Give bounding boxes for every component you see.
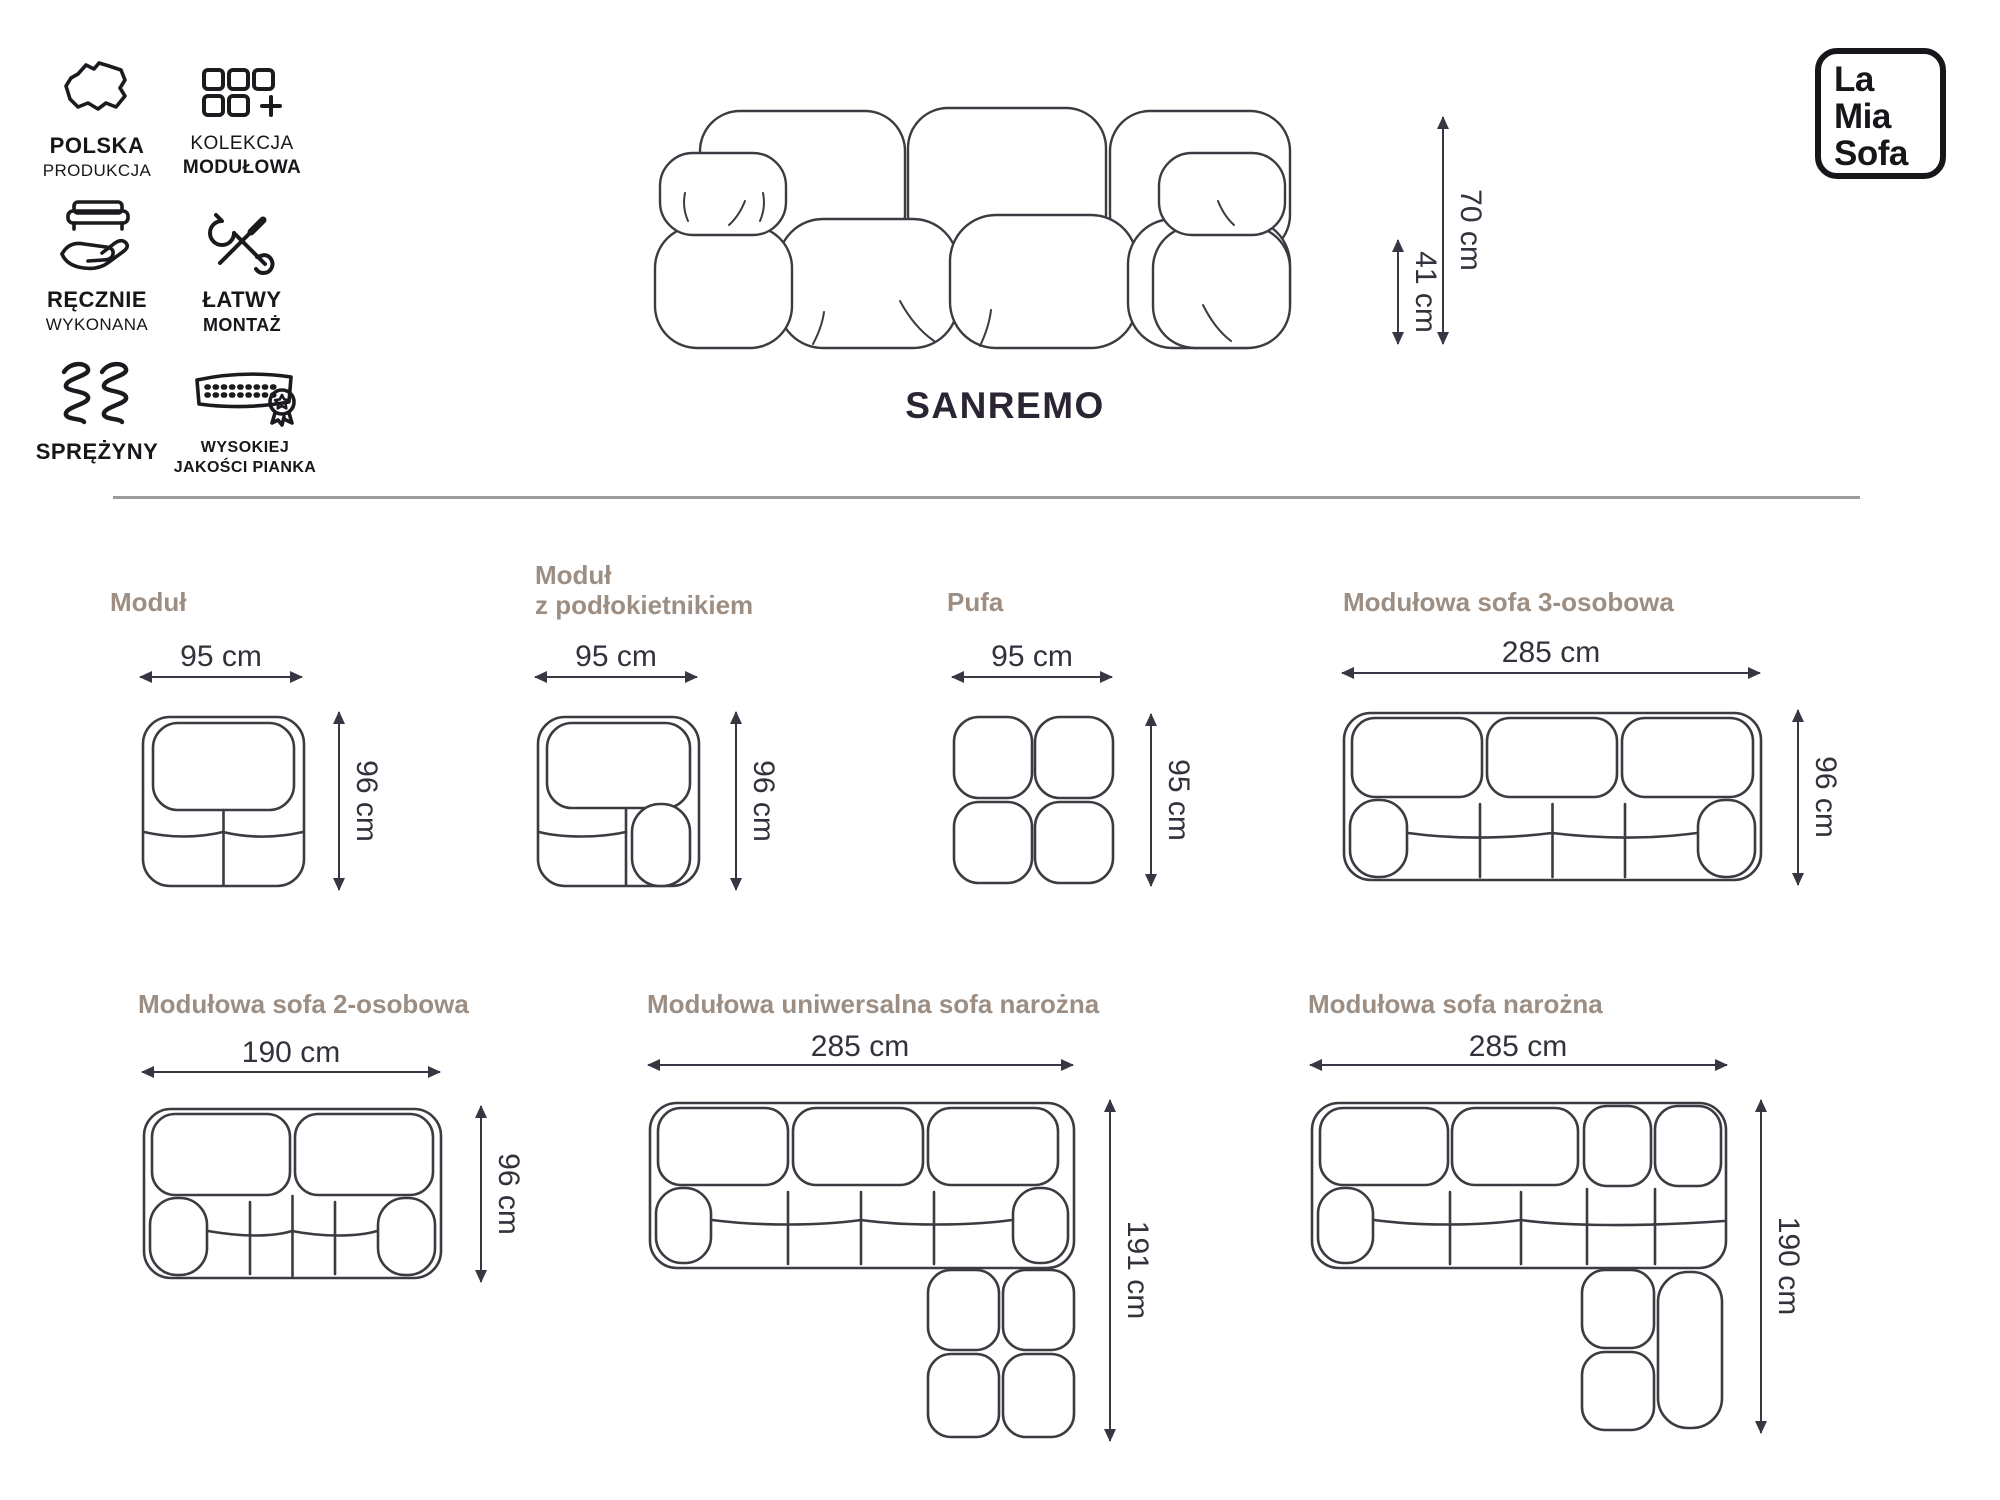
feature-label: RĘCZNIE <box>46 287 148 312</box>
height-label: 96 cm <box>350 760 383 842</box>
width-label: 190 cm <box>241 1036 341 1069</box>
seat-height-arrow <box>1397 240 1399 344</box>
diagram-title-modul-z-podlokietnikiem: Moduł z podłokietnikiem <box>535 560 754 620</box>
total-height-arrow <box>1442 117 1444 344</box>
diagram-title-pufa: Pufa <box>947 587 1004 617</box>
logo-line: Sofa <box>1834 133 1908 173</box>
feature-sublabel: WYKONANA <box>45 314 149 334</box>
width-label: 95 cm <box>575 640 657 673</box>
feature-recznie-wykonana <box>17 194 177 336</box>
width-arrow <box>648 1064 1073 1066</box>
feature-sublabel: JAKOŚCI PIANKA <box>173 459 317 476</box>
feature-label: KOLEKCJA <box>190 133 294 154</box>
width-arrow <box>140 676 302 678</box>
modules-icon <box>162 40 322 122</box>
height-label: 96 cm <box>1809 756 1842 838</box>
diagram-title-uniwersalna-sofa-narozna: Modułowa uniwersalna sofa narożna <box>647 989 1100 1019</box>
section-divider <box>113 496 1860 499</box>
handmade-icon <box>17 194 177 276</box>
modul-z-podlokietnikiem-top-view-drawing <box>535 712 702 890</box>
width-arrow <box>952 676 1112 678</box>
feature-label: POLSKA <box>49 133 145 158</box>
height-arrow <box>1760 1100 1762 1433</box>
height-label: 96 cm <box>747 760 780 842</box>
feature-polska-produkcja <box>17 40 177 182</box>
modul-top-view-drawing <box>140 712 307 890</box>
diagram-title-modul: Moduł <box>110 587 187 617</box>
tools-icon <box>162 194 322 276</box>
height-arrow <box>1109 1100 1111 1441</box>
uniwersalna-sofa-narozna-top-view-drawing <box>648 1100 1078 1441</box>
diagram-title-sofa-3-osobowa: Modułowa sofa 3-osobowa <box>1343 587 1674 617</box>
feature-latwy-montaz <box>162 194 322 337</box>
width-arrow <box>535 676 697 678</box>
diagram-title-sofa-narozna: Modułowa sofa narożna <box>1308 989 1603 1019</box>
height-label: 95 cm <box>1162 759 1195 841</box>
product-name: SANREMO <box>905 385 1105 426</box>
diagram-title-sofa-2-osobowa: Modułowa sofa 2-osobowa <box>138 989 469 1019</box>
logo-line: La <box>1834 60 1874 99</box>
width-label: 285 cm <box>810 1030 910 1063</box>
pufa-top-view-drawing <box>952 714 1115 886</box>
feature-kolekcja-modulowa <box>162 40 322 180</box>
feature-sublabel: MODUŁOWA <box>182 156 302 178</box>
seat-height-label: 41 cm <box>1409 251 1442 333</box>
la-mia-sofa-logo <box>1815 48 1946 179</box>
sofa-front-view-drawing <box>650 103 1295 355</box>
sofa-narozna-top-view-drawing <box>1310 1100 1728 1433</box>
height-label: 191 cm <box>1121 1220 1154 1320</box>
width-label: 285 cm <box>1501 636 1601 669</box>
logo-line: Mia <box>1834 96 1891 136</box>
feature-sublabel: MONTAŻ <box>202 314 282 335</box>
height-label: 190 cm <box>1772 1216 1805 1316</box>
height-label: 96 cm <box>492 1153 525 1235</box>
width-label: 95 cm <box>180 640 262 673</box>
feature-sublabel: PRODUKCJA <box>42 160 152 180</box>
feature-label: ŁATWY <box>202 287 282 312</box>
height-arrow <box>1797 710 1799 885</box>
feature-wysokiej-jakosci-pianka <box>150 346 340 479</box>
width-arrow <box>1342 672 1760 674</box>
sofa-3-osobowa-top-view-drawing <box>1342 710 1763 885</box>
sofa-2-osobowa-top-view-drawing <box>142 1106 443 1282</box>
width-arrow <box>1310 1064 1727 1066</box>
height-arrow <box>338 712 340 890</box>
width-arrow <box>142 1071 440 1073</box>
poland-map-icon <box>17 40 177 122</box>
height-arrow <box>735 712 737 890</box>
feature-label: WYSOKIEJ <box>200 439 290 456</box>
foam-icon <box>150 346 340 428</box>
width-label: 285 cm <box>1468 1030 1568 1063</box>
feature-label: SPRĘŻYNY <box>35 439 159 464</box>
height-arrow <box>1150 714 1152 886</box>
total-height-label: 70 cm <box>1454 189 1487 271</box>
height-arrow <box>480 1106 482 1282</box>
width-label: 95 cm <box>991 640 1073 673</box>
